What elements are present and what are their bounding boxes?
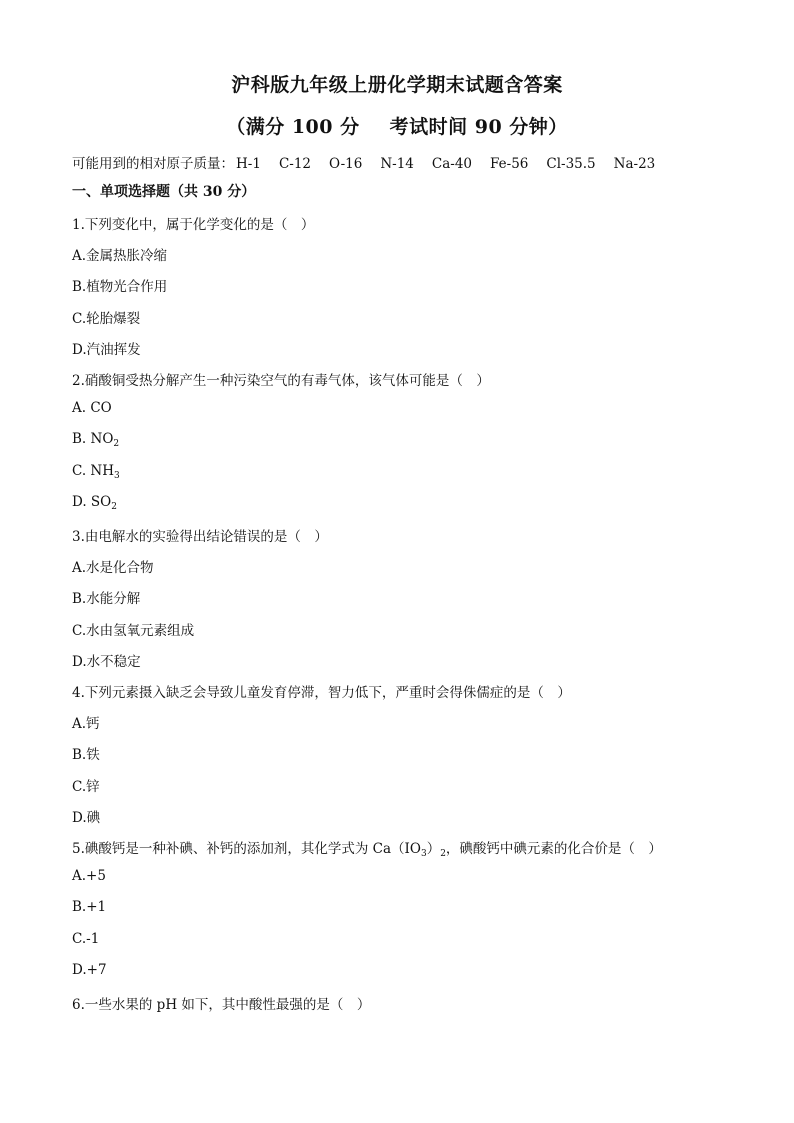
atomic-mass: Ca-40 xyxy=(431,156,473,172)
option: B.+1 xyxy=(72,899,107,915)
option: B.铁 xyxy=(72,747,100,763)
option: C.轮胎爆裂 xyxy=(72,311,141,327)
page-title: 沪科版九年级上册化学期末试题含答案 xyxy=(231,74,563,96)
question-stem: 3.由电解水的实验得出结论错误的是（ ） xyxy=(72,529,328,545)
option: A.水是化合物 xyxy=(72,560,154,576)
option: B.水能分解 xyxy=(72,591,141,607)
option: D.水不稳定 xyxy=(72,654,141,670)
question-stem: 5.碘酸钙是一种补碘、补钙的添加剂，其化学式为 $Ca(IO_3)_2$，碘酸钙中碘元素的化合价是（ ） xyxy=(72,841,662,859)
option: A.+5 xyxy=(72,868,106,884)
option: C.锌 xyxy=(72,779,100,795)
atomic-masses-line xyxy=(72,152,673,172)
subscript: 2 xyxy=(111,502,117,512)
option: C.水由氢氧元素组成 xyxy=(72,623,195,639)
option: D. $SO_2$ xyxy=(72,494,117,512)
full-score: （满分 100 分 xyxy=(226,116,360,138)
atomic-mass: Cl-35.5 xyxy=(546,156,596,172)
atomic-mass: Na-23 xyxy=(613,156,656,172)
subscript: 3 xyxy=(420,849,427,859)
exam-time: 考试时间 90 分钟） xyxy=(389,116,568,138)
option: A. CO xyxy=(72,400,112,416)
subscript: 2 xyxy=(440,849,446,859)
section-heading: 一、单项选择题（共 30 分） xyxy=(72,184,256,200)
atomic-mass: N-14 xyxy=(380,156,414,172)
option: B. $NO_2$ xyxy=(72,431,120,449)
subscript: 3 xyxy=(114,471,120,481)
option: D.+7 xyxy=(72,962,107,978)
question-stem: 1.下列变化中，属于化学变化的是（ ） xyxy=(72,217,315,233)
atomic-masses-lead: 可能用到的相对原子质量： xyxy=(72,156,234,172)
option: D.碘 xyxy=(72,810,101,826)
subscript: 2 xyxy=(113,439,120,449)
question-stem: 2.硝酸铜受热分解产生一种污染空气的有毒气体，该气体可能是（ ） xyxy=(72,373,490,389)
atomic-mass: O-16 xyxy=(329,156,363,172)
option: B.植物光合作用 xyxy=(72,279,168,295)
option: C. $NH_3$ xyxy=(72,463,120,481)
question-stem: 6.一些水果的 pH 如下，其中酸性最强的是（ ） xyxy=(72,997,371,1013)
option: A.钙 xyxy=(72,716,100,732)
option: A.金属热胀冷缩 xyxy=(72,248,168,264)
atomic-mass: H-1 xyxy=(236,156,261,172)
atomic-mass: C-12 xyxy=(278,156,312,172)
question-stem: 4.下列元素摄入缺乏会导致儿童发育停滞，智力低下，严重时会得侏儒症的是（ ） xyxy=(72,685,571,701)
exam-info xyxy=(0,112,794,139)
option: D.汽油挥发 xyxy=(72,342,141,358)
atomic-mass: Fe-56 xyxy=(490,156,529,172)
option: C.-1 xyxy=(72,931,100,947)
